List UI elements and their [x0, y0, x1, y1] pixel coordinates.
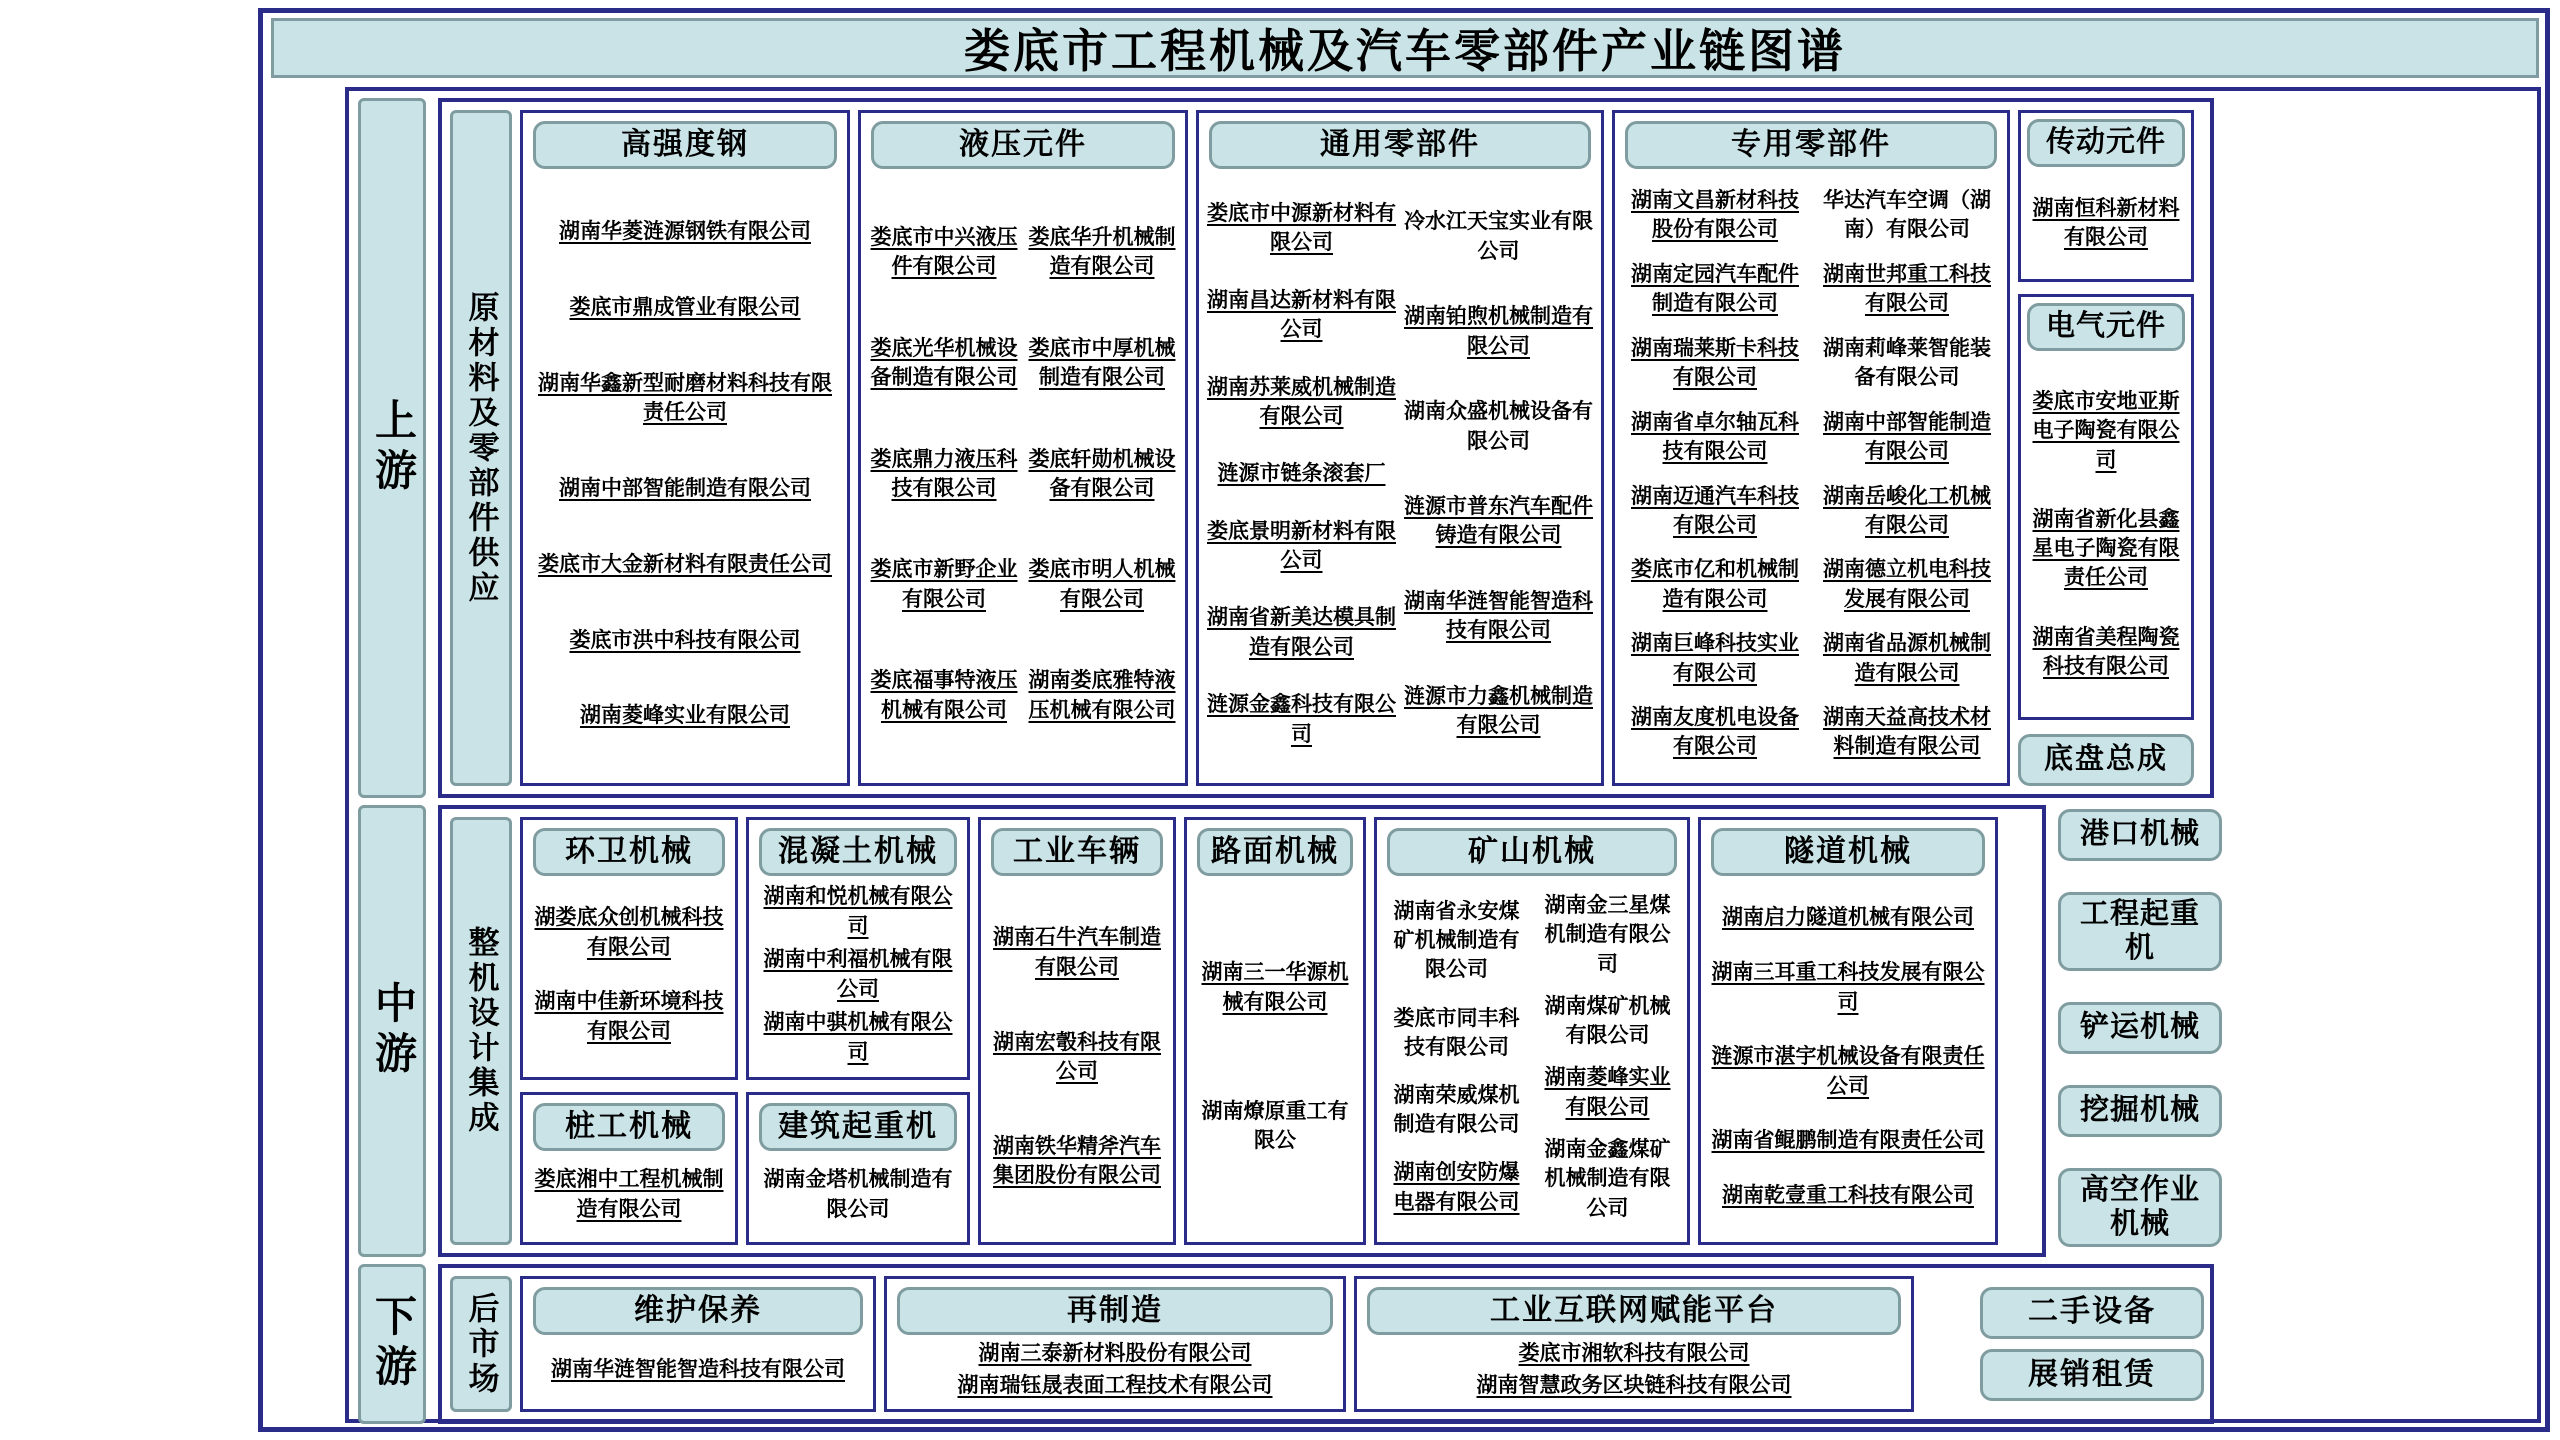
category-body [2021, 357, 2191, 717]
page-title: 娄底市工程机械及汽车零部件产业链图谱 [271, 18, 2539, 78]
category-column [520, 817, 738, 1245]
company-link[interactable]: 湖南中部智能制造有限公司 [1823, 409, 1991, 464]
company-link[interactable]: 湖南苏莱威机械制造有限公司 [1207, 374, 1396, 428]
category-header: 铲运机械 [2058, 1002, 2222, 1054]
company-list [527, 171, 843, 777]
company-link: 湖南众盛机械设备有限公司 [1404, 399, 1593, 453]
company-list [753, 878, 963, 1071]
company-link[interactable]: 娄底景明新材料有限公司 [1207, 518, 1396, 573]
band-inner-label-downstream: 后市场 [450, 1276, 512, 1412]
band-midstream [358, 805, 2537, 1257]
company-link[interactable]: 湖南宏彀科技有限公司 [993, 1029, 1161, 1083]
category-header: 路面机械 [1197, 828, 1353, 876]
category-header: 底盘总成 [2018, 734, 2194, 786]
company-link[interactable]: 湖南瑞莱斯卡科技有限公司 [1631, 335, 1799, 390]
category-body [749, 878, 967, 1077]
company-list [1381, 878, 1532, 1236]
company-link[interactable]: 湖南昌达新材料有限公司 [1207, 287, 1396, 342]
category-box [520, 110, 850, 786]
company-link[interactable]: 湖南中部智能制造有限公司 [559, 476, 811, 500]
company-link[interactable]: 湖南省鲲鹏制造有限责任公司 [1711, 1128, 1985, 1153]
company-link[interactable]: 娄底市洪中科技有限公司 [569, 627, 801, 652]
company-link[interactable]: 湖南世邦重工科技有限公司 [1823, 261, 1991, 316]
category-header: 桩工机械 [533, 1103, 725, 1151]
company-link[interactable]: 湖南华涟智能智造科技有限公司 [551, 1357, 845, 1382]
company-link[interactable]: 湖南德立机电科技发展有限公司 [1823, 557, 1991, 611]
category-box [858, 110, 1188, 786]
chart-frame [258, 8, 2550, 1432]
company-link[interactable]: 娄底湘中工程机械制造有限公司 [534, 1167, 724, 1221]
category-header: 展销租赁 [1980, 1349, 2204, 1401]
category-box [520, 1092, 738, 1245]
company-link[interactable]: 湖南友度机电设备有限公司 [1631, 705, 1799, 759]
company-list [1811, 171, 2003, 777]
company-link[interactable]: 娄底市亿和机械制造有限公司 [1631, 557, 1799, 611]
company-link: 湖南煤矿机械有限公司 [1544, 993, 1671, 1048]
bands-root [358, 98, 2537, 1424]
category-box [884, 1276, 1346, 1412]
category-box [520, 817, 738, 1080]
company-link[interactable]: 湖南三泰新材料股份有限公司 [978, 1341, 1252, 1366]
company-link: 湖南省永安煤矿机械制造有限公司 [1393, 898, 1520, 982]
company-link[interactable]: 湖南三耳重工科技发展有限公司 [1711, 960, 1985, 1014]
company-list [891, 1337, 1339, 1403]
band-inner-label-upstream: 原材料及零部件供应 [450, 110, 512, 786]
company-link: 娄底市同丰科技有限公司 [1393, 1005, 1520, 1059]
category-header: 高强度钢 [533, 121, 837, 169]
category-box [1196, 110, 1604, 786]
company-link[interactable]: 娄底市明人机械有限公司 [1028, 557, 1176, 611]
category-header: 工业互联网赋能平台 [1367, 1287, 1901, 1335]
company-link[interactable]: 娄底市中源新材料有限公司 [1207, 200, 1396, 255]
company-link[interactable]: 湖南华菱涟源钢铁有限公司 [559, 219, 811, 244]
company-link[interactable]: 湖南创安防爆电器有限公司 [1393, 1160, 1520, 1214]
company-link[interactable]: 湖南省新美达模具制造有限公司 [1207, 605, 1396, 659]
company-link: 湖南金三星煤机制造有限公司 [1544, 892, 1671, 976]
company-link[interactable]: 湖南乾壹重工科技有限公司 [1722, 1183, 1974, 1208]
band-label-midstream: 中游 [358, 805, 426, 1257]
category-header: 高空作业机械 [2058, 1168, 2222, 1247]
category-body [1701, 878, 1995, 1242]
category-header: 环卫机械 [533, 828, 725, 876]
company-link[interactable]: 湖南中利福机械有限公司 [763, 947, 953, 1001]
company-link[interactable]: 娄底华升机械制造有限公司 [1028, 225, 1176, 279]
company-list [1532, 878, 1683, 1236]
company-link[interactable]: 湖南中佳新环境科技有限公司 [534, 989, 724, 1043]
category-body [749, 1153, 967, 1242]
category-box [1184, 817, 1366, 1245]
company-link[interactable]: 娄底光华机械设备制造有限公司 [870, 335, 1018, 390]
company-link[interactable]: 娄底轩勋机械设备有限公司 [1028, 446, 1176, 500]
category-body [1187, 878, 1363, 1242]
company-link[interactable]: 湖南恒科新材料有限公司 [2032, 195, 2180, 249]
company-link[interactable]: 娄底市安地亚斯电子陶瓷有限公司 [2032, 388, 2180, 472]
company-link[interactable]: 涟源市湛宇机械设备有限责任公司 [1711, 1044, 1985, 1098]
company-link: 冷水江天宝实业有限公司 [1404, 209, 1593, 263]
category-box [1698, 817, 1998, 1245]
company-list [527, 1337, 869, 1403]
company-link[interactable]: 湖南华鑫新型耐磨材料科技有限责任公司 [538, 370, 832, 425]
company-link[interactable]: 娄底福事特液压机械有限公司 [870, 668, 1018, 722]
company-link[interactable]: 湖南迈通汽车科技有限公司 [1631, 483, 1799, 537]
company-link[interactable]: 湖南省品源机械制造有限公司 [1823, 631, 1991, 685]
category-body [523, 878, 735, 1077]
company-list [1705, 878, 1991, 1236]
company-link[interactable]: 湖南省新化县鑫星电子陶瓷有限责任公司 [2032, 506, 2180, 590]
company-list [1619, 171, 1811, 777]
chart-body [345, 87, 2541, 1423]
category-body [1377, 878, 1687, 1242]
company-link[interactable]: 湖南和悦机械有限公司 [763, 884, 953, 938]
category-header: 液压元件 [871, 121, 1175, 169]
band-inner-label-midstream: 整机设计集成 [450, 817, 512, 1245]
company-link[interactable]: 湖南省美程陶瓷科技有限公司 [2032, 624, 2180, 678]
category-header: 混凝土机械 [759, 828, 957, 876]
category-header: 再制造 [897, 1287, 1333, 1335]
category-header: 维护保养 [533, 1287, 863, 1335]
company-link[interactable]: 娄底市中厚机械制造有限公司 [1028, 335, 1176, 390]
band-box-downstream [438, 1264, 2214, 1424]
company-link[interactable]: 娄底市新野企业有限公司 [870, 557, 1018, 611]
band-upstream [358, 98, 2537, 798]
category-header: 港口机械 [2058, 809, 2222, 861]
company-link[interactable]: 湖南华涟智能智造科技有限公司 [1404, 589, 1593, 643]
company-list [985, 878, 1169, 1236]
category-box [1612, 110, 2010, 786]
company-link: 湖南荣威煤机制造有限公司 [1393, 1083, 1520, 1137]
category-header: 电气元件 [2027, 303, 2185, 351]
company-list [2025, 357, 2187, 711]
category-header: 工业车辆 [991, 828, 1163, 876]
company-link[interactable]: 湖南铁华精斧汽车集团股份有限公司 [993, 1133, 1161, 1188]
category-box [978, 817, 1176, 1245]
company-list [753, 1153, 963, 1236]
company-list [527, 1153, 731, 1236]
company-link[interactable]: 湖南娄底雅特液压机械有限公司 [1028, 668, 1176, 722]
category-box [2018, 110, 2194, 282]
company-link[interactable]: 湖南瑞钰晟表面工程技术有限公司 [957, 1373, 1273, 1398]
band-box-midstream [438, 805, 2046, 1257]
category-header: 建筑起重机 [759, 1103, 957, 1151]
company-link[interactable]: 湖南中骐机械有限公司 [763, 1010, 953, 1064]
company-list [527, 878, 731, 1071]
category-body [887, 1337, 1343, 1409]
company-link[interactable]: 涟源金鑫科技有限公司 [1207, 692, 1396, 746]
company-link: 湖南燎原重工有限公 [1201, 1099, 1349, 1153]
category-header: 工程起重机 [2058, 892, 2222, 971]
company-list [1361, 1337, 1907, 1403]
company-link[interactable]: 涟源市链条滚套厂 [1217, 461, 1386, 486]
category-box [1374, 817, 1690, 1245]
category-box [520, 1276, 876, 1412]
category-header: 二手设备 [1980, 1287, 2204, 1339]
category-body [523, 1337, 873, 1409]
category-header: 隧道机械 [1711, 828, 1985, 876]
company-link: 湖南金鑫煤矿机械制造有限公司 [1544, 1136, 1671, 1220]
category-header: 通用零部件 [1209, 121, 1591, 169]
company-link[interactable]: 娄底市中兴液压件有限公司 [870, 225, 1018, 279]
company-link: 湖南莉峰莱智能装备有限公司 [1823, 335, 1991, 390]
category-header: 矿山机械 [1387, 828, 1677, 876]
category-header: 传动元件 [2027, 119, 2185, 167]
company-link[interactable]: 湖南文昌新材科技股份有限公司 [1631, 188, 1799, 242]
company-list [865, 171, 1023, 777]
side-column [2018, 110, 2194, 786]
company-link[interactable]: 湖南定园汽车配件制造有限公司 [1631, 261, 1799, 316]
company-link[interactable]: 娄底市大金新材料有限责任公司 [538, 551, 832, 576]
company-link[interactable]: 湖南菱峰实业有限公司 [580, 703, 790, 728]
company-list [1191, 878, 1359, 1236]
category-box [746, 817, 970, 1080]
company-link[interactable]: 湖南岳峻化工机械有限公司 [1823, 483, 1991, 537]
category-box [746, 1092, 970, 1245]
company-link[interactable]: 娄底市鼎成管业有限公司 [569, 295, 801, 320]
company-list [1023, 171, 1181, 777]
category-column [746, 817, 970, 1245]
company-link[interactable]: 湖南省卓尔轴瓦科技有限公司 [1631, 409, 1799, 464]
company-link[interactable]: 湖南启力隧道机械有限公司 [1722, 905, 1974, 930]
category-body [1199, 171, 1601, 783]
category-box [1354, 1276, 1914, 1412]
category-body [861, 171, 1185, 783]
company-link[interactable]: 湖南智慧政务区块链科技有限公司 [1476, 1373, 1792, 1398]
category-header: 专用零部件 [1625, 121, 1997, 169]
category-body [523, 171, 847, 783]
company-link[interactable]: 湖南菱峰实业有限公司 [1544, 1065, 1671, 1119]
band-downstream [358, 1264, 2537, 1424]
company-link[interactable]: 湖南石牛汽车制造有限公司 [993, 925, 1161, 979]
category-body [981, 878, 1173, 1242]
company-link[interactable]: 娄底市湘软科技有限公司 [1518, 1341, 1750, 1366]
band-label-upstream: 上游 [358, 98, 426, 798]
company-link: 湖南金塔机械制造有限公司 [763, 1167, 953, 1221]
company-link[interactable]: 湖南铂煦机械制造有限公司 [1404, 304, 1593, 358]
category-body [523, 1153, 735, 1242]
company-link[interactable]: 湖南天益高技术材料制造有限公司 [1823, 705, 1991, 759]
category-body [2021, 173, 2191, 279]
category-header: 挖掘机械 [2058, 1085, 2222, 1137]
company-list [2025, 173, 2187, 273]
band-label-downstream: 下游 [358, 1264, 426, 1424]
rail-column [2058, 805, 2222, 1257]
company-link[interactable]: 湖南三一华源机械有限公司 [1201, 960, 1349, 1014]
category-body [1357, 1337, 1911, 1409]
company-link[interactable]: 涟源市力鑫机械制造有限公司 [1404, 684, 1593, 738]
category-body [1615, 171, 2007, 783]
company-list [1203, 171, 1400, 777]
category-box [2018, 294, 2194, 720]
company-link[interactable]: 娄底鼎力液压科技有限公司 [870, 446, 1018, 500]
company-link[interactable]: 湖南巨峰科技实业有限公司 [1631, 631, 1799, 685]
company-list [1400, 171, 1597, 777]
rail-column [1980, 1276, 2204, 1412]
company-link[interactable]: 涟源市普东汽车配件铸造有限公司 [1404, 494, 1593, 548]
company-link[interactable]: 湖娄底众创机械科技有限公司 [534, 905, 724, 959]
company-link: 华达汽车空调（湖南）有限公司 [1823, 188, 1991, 242]
band-box-upstream [438, 98, 2214, 798]
